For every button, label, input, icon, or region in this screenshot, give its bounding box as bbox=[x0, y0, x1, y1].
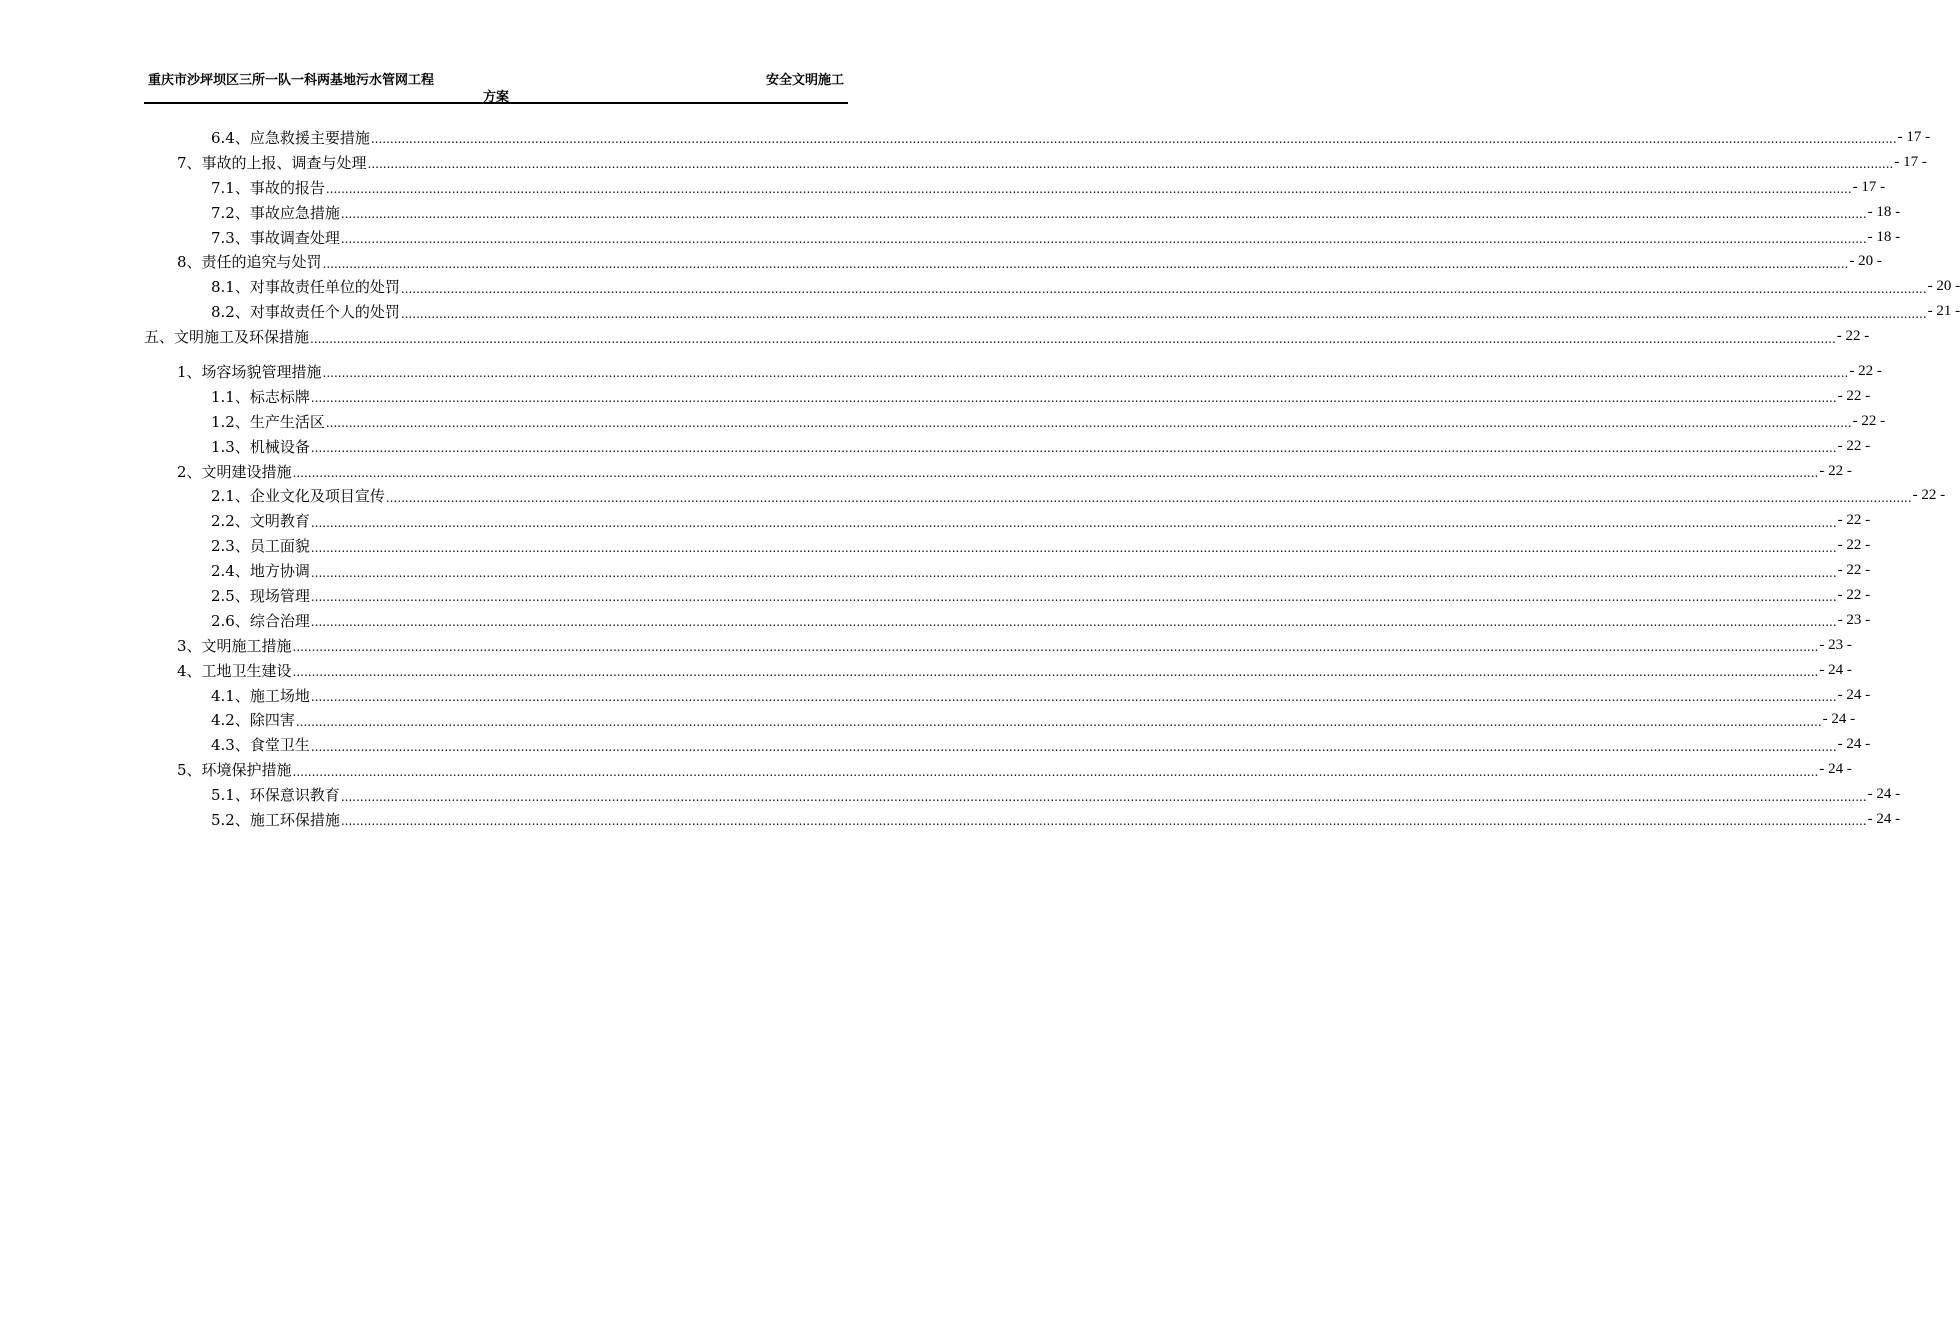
toc-dot-leader: ................................................................................................................................................................................................................................................................................................................................................................................................................ bbox=[310, 441, 1837, 456]
toc-entry-page-number: - 20 - bbox=[1927, 278, 1960, 295]
toc-entry-label: 8、责任的追究与处罚 bbox=[177, 253, 322, 272]
toc-entry[interactable] bbox=[211, 807, 1901, 832]
toc-entry-label: 8.2、对事故责任个人的处罚 bbox=[211, 303, 400, 322]
toc-entry-label: 7.3、事故调查处理 bbox=[211, 228, 340, 247]
toc-entry[interactable] bbox=[177, 359, 1882, 384]
toc-entry[interactable] bbox=[211, 299, 1960, 324]
toc-entry-label: 2.1、企业文化及项目宣传 bbox=[211, 487, 385, 506]
toc-entry-page-number: - 22 - bbox=[1837, 562, 1871, 579]
toc-entry-page-number: - 24 - bbox=[1837, 736, 1871, 753]
toc-entry-page-number: - 17 - bbox=[1897, 128, 1931, 145]
table-of-contents bbox=[0, 125, 1960, 832]
toc-entry[interactable] bbox=[211, 558, 1871, 583]
toc-dot-leader: ................................................................................................................................................................................................................................................................................................................................................................................................................ bbox=[295, 714, 1822, 729]
toc-entry[interactable] bbox=[211, 434, 1871, 459]
toc-entry[interactable] bbox=[177, 249, 1882, 274]
toc-dot-leader: ................................................................................................................................................................................................................................................................................................................................................................................................................ bbox=[340, 207, 1867, 222]
toc-entry-page-number: - 17 - bbox=[1852, 178, 1886, 195]
toc-entry-label: 2、文明建设措施 bbox=[177, 462, 292, 481]
toc-dot-leader: ................................................................................................................................................................................................................................................................................................................................................................................................................ bbox=[367, 157, 1894, 172]
toc-entry[interactable] bbox=[211, 175, 1886, 200]
toc-entry-label: 7、事故的上报、调查与处理 bbox=[177, 153, 367, 172]
toc-dot-leader: ................................................................................................................................................................................................................................................................................................................................................................................................................ bbox=[385, 490, 1912, 505]
toc-dot-leader: ................................................................................................................................................................................................................................................................................................................................................................................................................ bbox=[292, 640, 1819, 655]
toc-entry-label: 2.4、地方协调 bbox=[211, 562, 310, 581]
toc-entry-page-number: - 22 - bbox=[1849, 362, 1882, 379]
toc-entry-label: 4.1、施工场地 bbox=[211, 686, 310, 705]
toc-entry-page-number: - 22 - bbox=[1837, 512, 1871, 529]
toc-entry-page-number: - 18 - bbox=[1867, 203, 1901, 220]
toc-entry-label: 1.2、生产生活区 bbox=[211, 412, 325, 431]
header-project-title: 重庆市沙坪坝区三所一队一科两基地污水管网工程 bbox=[148, 73, 435, 88]
toc-entry[interactable] bbox=[211, 707, 1856, 732]
toc-entry[interactable] bbox=[211, 683, 1871, 708]
toc-entry-label: 2.3、员工面貌 bbox=[211, 537, 310, 556]
header-section-title: 安全文明施工 bbox=[765, 73, 844, 88]
toc-entry-page-number: - 24 - bbox=[1822, 711, 1856, 728]
toc-dot-leader: ................................................................................................................................................................................................................................................................................................................................................................................................................ bbox=[310, 615, 1837, 630]
toc-dot-leader: ................................................................................................................................................................................................................................................................................................................................................................................................................ bbox=[325, 182, 1852, 197]
toc-dot-leader: ................................................................................................................................................................................................................................................................................................................................................................................................................ bbox=[310, 590, 1837, 605]
toc-entry-label: 5.1、环保意识教育 bbox=[211, 786, 340, 805]
toc-entry[interactable] bbox=[211, 583, 1871, 608]
toc-entry-page-number: - 22 - bbox=[1837, 586, 1871, 603]
toc-entry[interactable] bbox=[177, 658, 1852, 683]
toc-dot-leader: ................................................................................................................................................................................................................................................................................................................................................................................................................ bbox=[310, 565, 1837, 580]
toc-entry-label: 5.2、施工环保措施 bbox=[211, 810, 340, 829]
toc-dot-leader: ................................................................................................................................................................................................................................................................................................................................................................................................................ bbox=[292, 466, 1819, 481]
toc-entry[interactable] bbox=[211, 533, 1871, 558]
toc-dot-leader: ................................................................................................................................................................................................................................................................................................................................................................................................................ bbox=[310, 690, 1837, 705]
toc-entry-page-number: - 22 - bbox=[1852, 412, 1886, 429]
toc-entry[interactable] bbox=[211, 225, 1901, 250]
toc-dot-leader: ................................................................................................................................................................................................................................................................................................................................................................................................................ bbox=[310, 540, 1837, 555]
toc-dot-leader: ................................................................................................................................................................................................................................................................................................................................................................................................................ bbox=[310, 515, 1837, 530]
toc-entry-page-number: - 24 - bbox=[1867, 810, 1901, 827]
toc-entry-label: 2.2、文明教育 bbox=[211, 512, 310, 531]
toc-entry[interactable] bbox=[177, 459, 1852, 484]
toc-dot-leader: ................................................................................................................................................................................................................................................................................................................................................................................................................ bbox=[310, 739, 1837, 754]
toc-entry-page-number: - 24 - bbox=[1819, 661, 1852, 678]
toc-entry-label: 7.2、事故应急措施 bbox=[211, 203, 340, 222]
toc-dot-leader: ................................................................................................................................................................................................................................................................................................................................................................................................................ bbox=[400, 281, 1927, 296]
toc-entry-page-number: - 17 - bbox=[1894, 153, 1927, 170]
toc-dot-leader: ................................................................................................................................................................................................................................................................................................................................................................................................................ bbox=[292, 665, 1819, 680]
toc-entry-label: 3、文明施工措施 bbox=[177, 636, 292, 655]
toc-entry-page-number: - 20 - bbox=[1849, 253, 1882, 270]
toc-entry-label: 8.1、对事故责任单位的处罚 bbox=[211, 278, 400, 297]
toc-entry-label: 6.4、应急救援主要措施 bbox=[211, 128, 370, 147]
toc-dot-leader: ................................................................................................................................................................................................................................................................................................................................................................................................................ bbox=[340, 789, 1867, 804]
toc-entry[interactable] bbox=[211, 608, 1871, 633]
toc-entry-label: 2.5、现场管理 bbox=[211, 586, 310, 605]
toc-dot-leader: ................................................................................................................................................................................................................................................................................................................................................................................................................ bbox=[322, 366, 1849, 381]
toc-dot-leader: ................................................................................................................................................................................................................................................................................................................................................................................................................ bbox=[292, 764, 1819, 779]
toc-dot-leader: ................................................................................................................................................................................................................................................................................................................................................................................................................ bbox=[400, 306, 1927, 321]
toc-dot-leader: ................................................................................................................................................................................................................................................................................................................................................................................................................ bbox=[340, 232, 1867, 246]
header-subtitle: 方案 bbox=[482, 90, 509, 105]
toc-entry-label: 5、环境保护措施 bbox=[177, 761, 292, 780]
toc-entry-page-number: - 18 - bbox=[1867, 228, 1901, 245]
toc-entry-page-number: - 23 - bbox=[1837, 611, 1871, 628]
toc-entry-label: 4.3、食堂卫生 bbox=[211, 736, 310, 755]
toc-entry[interactable] bbox=[211, 782, 1901, 807]
toc-dot-leader: ................................................................................................................................................................................................................................................................................................................................................................................................................ bbox=[310, 391, 1837, 406]
toc-dot-leader: ................................................................................................................................................................................................................................................................................................................................................................................................................ bbox=[310, 331, 1836, 346]
toc-entry-page-number: - 23 - bbox=[1819, 636, 1852, 653]
toc-entry-page-number: - 22 - bbox=[1912, 487, 1946, 504]
toc-entry-page-number: - 22 - bbox=[1837, 537, 1871, 554]
toc-entry-page-number: - 22 - bbox=[1837, 437, 1871, 454]
toc-entry[interactable] bbox=[211, 732, 1871, 757]
toc-entry-page-number: - 21 - bbox=[1927, 303, 1960, 320]
toc-entry[interactable] bbox=[211, 125, 1931, 150]
toc-dot-leader: ................................................................................................................................................................................................................................................................................................................................................................................................................ bbox=[322, 256, 1849, 271]
toc-entry[interactable] bbox=[211, 483, 1946, 508]
toc-entry-label: 4、工地卫生建设 bbox=[177, 661, 292, 680]
toc-entry[interactable] bbox=[211, 274, 1960, 299]
toc-entry[interactable] bbox=[144, 324, 1870, 349]
toc-entry-page-number: - 24 - bbox=[1867, 786, 1901, 803]
toc-dot-leader: ................................................................................................................................................................................................................................................................................................................................................................................................................ bbox=[325, 416, 1852, 431]
toc-entry[interactable] bbox=[177, 150, 1927, 175]
toc-entry-page-number: - 22 - bbox=[1819, 462, 1852, 479]
toc-entry[interactable] bbox=[211, 508, 1871, 533]
toc-entry[interactable] bbox=[211, 409, 1886, 434]
toc-entry-label: 2.6、综合治理 bbox=[211, 611, 310, 630]
toc-entry-label: 1、场容场貌管理措施 bbox=[177, 362, 322, 381]
toc-entry-label: 1.3、机械设备 bbox=[211, 437, 310, 456]
toc-entry-label: 4.2、除四害 bbox=[211, 711, 295, 730]
toc-entry[interactable] bbox=[211, 200, 1901, 225]
toc-entry[interactable] bbox=[177, 757, 1852, 782]
toc-entry[interactable] bbox=[177, 633, 1852, 658]
toc-dot-leader: ................................................................................................................................................................................................................................................................................................................................................................................................................ bbox=[370, 132, 1897, 147]
toc-entry-page-number: - 24 - bbox=[1819, 761, 1852, 778]
toc-entry-label: 1.1、标志标牌 bbox=[211, 387, 310, 406]
toc-entry-label: 7.1、事故的报告 bbox=[211, 178, 325, 197]
toc-dot-leader: ................................................................................................................................................................................................................................................................................................................................................................................................................ bbox=[340, 814, 1867, 829]
toc-entry-page-number: - 22 - bbox=[1836, 328, 1870, 345]
toc-entry-label: 五、文明施工及环保措施 bbox=[144, 328, 310, 347]
toc-entry-page-number: - 24 - bbox=[1837, 686, 1871, 703]
page-header bbox=[144, 68, 848, 104]
toc-entry-page-number: - 22 - bbox=[1837, 387, 1871, 404]
toc-entry[interactable] bbox=[211, 384, 1871, 409]
